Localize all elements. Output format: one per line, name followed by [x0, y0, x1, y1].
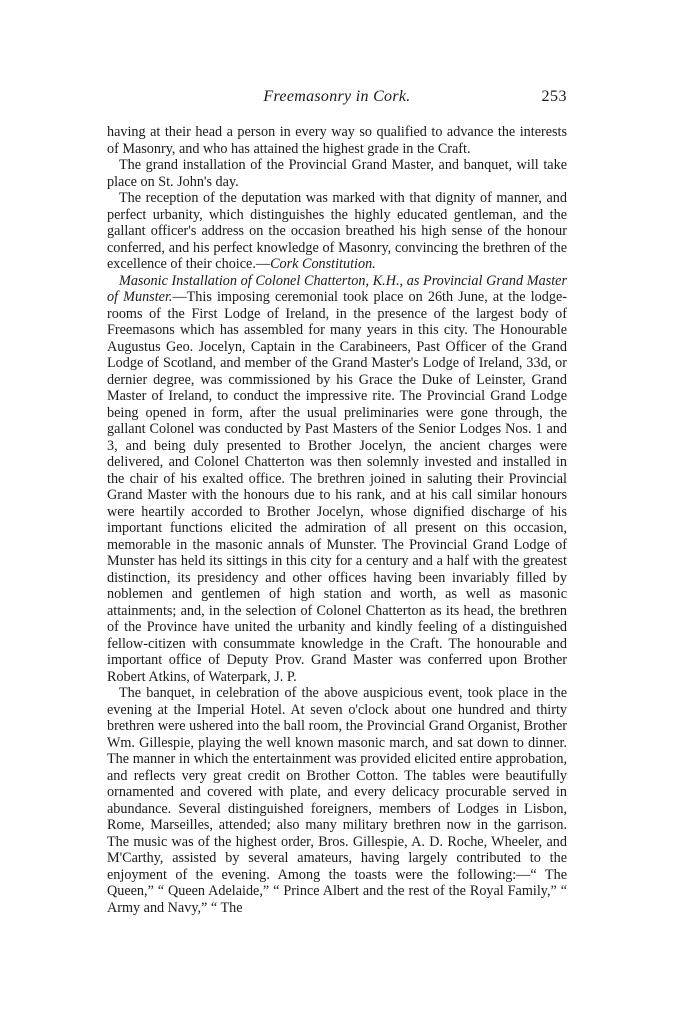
book-page — [107, 88, 567, 916]
paragraph-text: having at their head a person in every way so qualified to advance the interests of Masonry, and who has attained the highest grade in the Craft. — [107, 124, 567, 157]
paragraph — [107, 157, 567, 190]
page-header — [107, 88, 567, 116]
paragraph-text: The grand installation of the Provincial Grand Master, and banquet, will take place on St. John's day. — [107, 157, 567, 190]
paragraph — [107, 124, 567, 157]
article-body — [107, 124, 567, 916]
paragraph-text: The reception of the deputation was marked with that dignity of manner, and perfect urbanity, which distinguishes the highly educated gentleman, and the gallant officer's address on the occasion breathed his high sense of the honour conferred, and his perfect knowledge of Masonry, convincing the brethren of the excellence of their choice.— — [107, 190, 567, 272]
paragraph — [107, 190, 567, 273]
paragraph-text: The banquet, in celebration of the above auspicious event, took place in the evening at the Imperial Hotel. At seven o'clock about one hundred and thirty brethren were ushered into the ball room, the Provincial Grand Organist, Brother Wm. Gillespie, playing the well known masonic march, and sat down to dinner. The manner in which the entertainment was provided elicited entire approbation, and reflects very great credit on Brother Cotton. The tables were beautifully ornamented and covered with plate, and every delicacy procurable served in abundance. Several distinguished foreigners, members of Lodges in Lisbon, Rome, Marseilles, attended; also many military brethren now in the garrison. The music was of the highest order, Bros. Gillespie, A. D. Roche, Wheeler, and M'Carthy, assisted by several amateurs, having largely contributed to the enjoyment of the evening. Among the toasts were the following:—“ The Queen,” “ Queen Adelaide,” “ Prince Albert and the rest of the Royal Family,” “ Army and Navy,” “ The — [107, 685, 567, 916]
source-citation: Cork Constitution. — [270, 256, 376, 272]
running-title: Freemasonry in Cork. — [263, 88, 411, 105]
page-number: 253 — [541, 88, 567, 105]
paragraph-text: —This imposing ceremonial took place on 26th June, at the lodge-rooms of the First Lodge of Ireland, in the presence of the largest body of Freemasons which has assembled for many years in this city. The Honourable Augustus Geo. Jocelyn, Captain in the Carabineers, Past Officer of the Grand Lodge of Scotland, and member of the Grand Master's Lodge of Ireland, 33d, or dernier degree, was commissioned by his Grace the Duke of Leinster, Grand Master of Ireland, to conduct the impressive rite. The Provincial Grand Lodge being opened in form, after the usual preliminaries were gone through, the gallant Colonel was conducted by Past Masters of the Senior Lodges Nos. 1 and 3, and being duly presented to Brother Jocelyn, the ancient charges were delivered, and Colonel Chatterton was then solemnly invested and installed in the chair of his exalted office. The brethren joined in saluting their Provincial Grand Master with the honours due to his rank, and at his call similar honours were heartily accorded to Brother Jocelyn, whose dignified discharge of his important functions elicited the admiration of all present on this occasion, memorable in the masonic annals of Munster. The Provincial Grand Lodge of Munster has held its sittings in this city for a century and a half with the greatest distinction, its presidency and other offices having been invariably filled by noblemen and gentlemen of high station and worth, as well as masonic attainments; and, in the selection of Colonel Chatterton as its head, the brethren of the Province have united the urbanity and kindly feeling of a distinguished fellow-citizen with consummate knowledge in the Craft. The honourable and important office of Deputy Prov. Grand Master was conferred upon Brother Robert Atkins, of Waterpark, J. P. — [107, 289, 567, 685]
section-heading: Masonic Installation of Colonel Chatterton, K.H., as Provincial Grand Master of Munster. — [107, 272, 567, 305]
paragraph — [107, 685, 567, 916]
paragraph — [107, 273, 567, 686]
